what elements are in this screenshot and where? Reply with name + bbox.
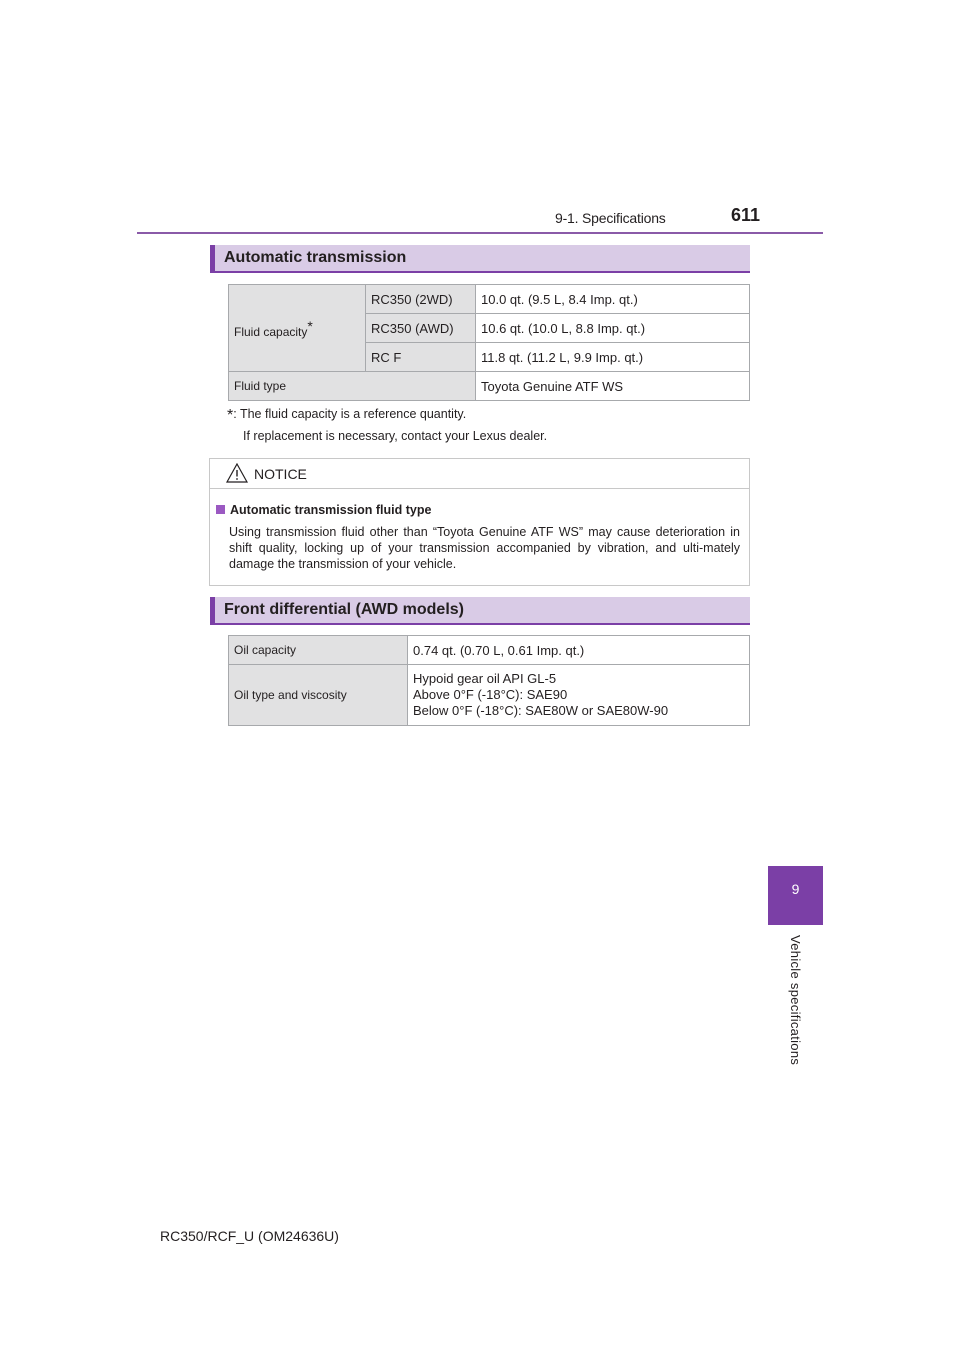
table-row: [229, 372, 750, 401]
oil-type-line: Hypoid gear oil API GL-5: [413, 671, 557, 686]
oil-type-line: Above 0°F (-18°C): SAE90: [413, 687, 568, 702]
footnote-line-2: If replacement is necessary, contact your Lexus dealer.: [243, 429, 548, 443]
notice-subtitle: Automatic transmission fluid type: [216, 503, 431, 517]
model-cell: RC F: [366, 343, 476, 372]
chapter-label: Vehicle specifications: [788, 935, 803, 1066]
automatic-transmission-table: [228, 284, 750, 401]
footnote-marker: *: [227, 407, 234, 424]
footnote: [227, 407, 466, 425]
model-cell: RC350 (2WD): [366, 285, 476, 314]
notice-body: Using transmission fluid other than “Toyota Genuine ATF WS” may cause deterioration in shift quality, locking up of your transmission accompanied by vibration, and ulti-mately damage the transmission of your vehicle.: [229, 525, 740, 571]
footnote-star: *: [307, 317, 313, 334]
section-bar-front-differential: [210, 597, 750, 625]
square-bullet-icon: [216, 505, 225, 514]
value-cell: 10.0 qt. (9.5 L, 8.4 Imp. qt.): [476, 285, 750, 314]
footnote-line-1: : The fluid capacity is a reference quantity.: [233, 407, 467, 421]
section-bar-automatic-transmission: [210, 245, 750, 273]
oil-type-line: Below 0°F (-18°C): SAE80W or SAE80W-90: [413, 703, 669, 718]
fluid-type-label-cell: Fluid type: [229, 372, 476, 401]
chapter-number: 9: [791, 881, 800, 897]
front-differential-table: [228, 635, 750, 726]
table-row: [229, 636, 750, 665]
section-title: 9-1. Specifications: [555, 210, 666, 226]
oil-type-label-cell: Oil type and viscosity: [229, 665, 408, 726]
footer-code: RC350/RCF_U (OM24636U): [160, 1228, 339, 1244]
warning-triangle-icon: [226, 463, 248, 483]
header-rule: [137, 232, 823, 234]
section-heading: Front differential (AWD models): [224, 601, 464, 618]
notice-header: [210, 459, 749, 489]
value-cell: 10.6 qt. (10.0 L, 8.8 Imp. qt.): [476, 314, 750, 343]
notice-title: NOTICE: [254, 466, 307, 482]
notice-box: [209, 458, 750, 586]
fluid-type-value-cell: Toyota Genuine ATF WS: [476, 372, 750, 401]
table-row: [229, 285, 750, 314]
oil-capacity-label-cell: Oil capacity: [229, 636, 408, 665]
oil-type-value-cell: [408, 665, 750, 726]
model-cell: RC350 (AWD): [366, 314, 476, 343]
value-cell: 11.8 qt. (11.2 L, 9.9 Imp. qt.): [476, 343, 750, 372]
fluid-capacity-label-cell: Fluid capacity*: [229, 285, 366, 372]
page-number: 611: [731, 205, 761, 225]
section-heading: Automatic transmission: [224, 249, 407, 266]
oil-capacity-value-cell: 0.74 qt. (0.70 L, 0.61 Imp. qt.): [408, 636, 750, 665]
table-row: [229, 665, 750, 726]
